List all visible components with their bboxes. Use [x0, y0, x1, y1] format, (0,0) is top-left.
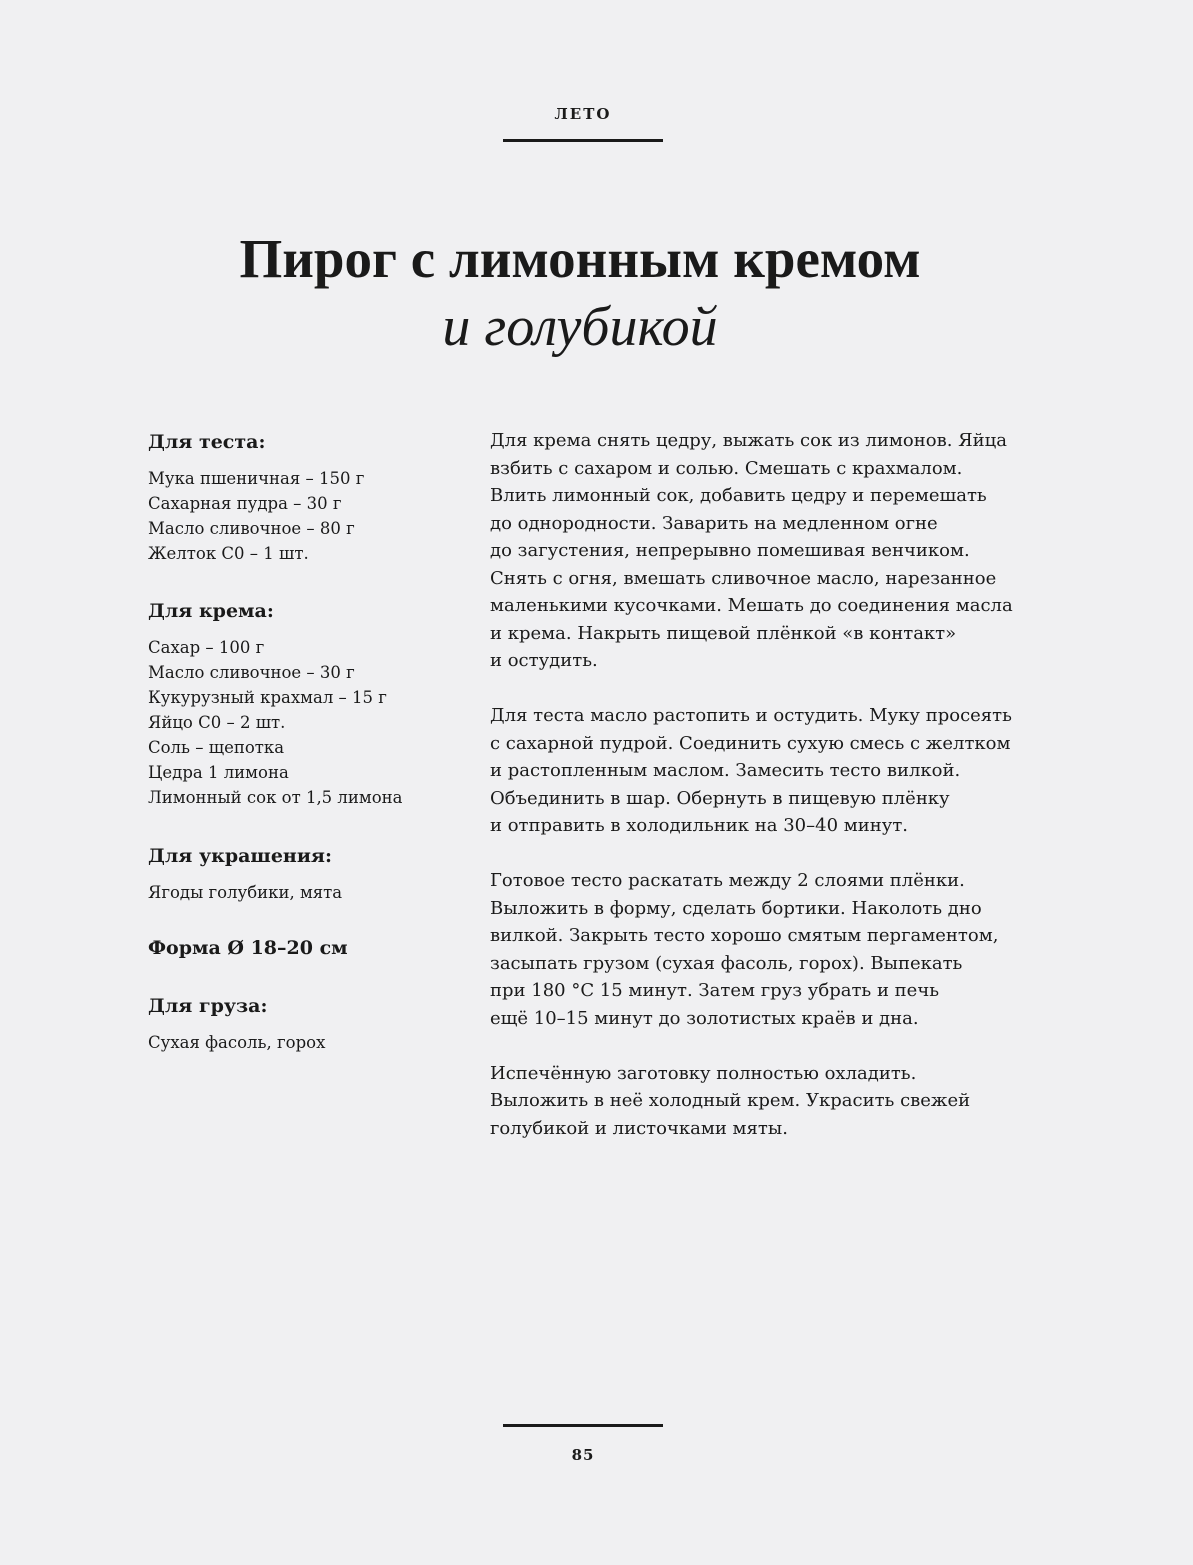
- text-line: и растопленным маслом. Замесить тесто вилкой.: [490, 760, 961, 781]
- text-line: Для теста масло растопить и остудить. Муку просеять: [490, 705, 1012, 726]
- ingredient-item: Соль – щепотка: [148, 738, 285, 757]
- text-line: до загустения, непрерывно помешивая венчиком.: [490, 540, 970, 561]
- text-line: ещё 10–15 минут до золотистых краёв и дна.: [490, 1007, 919, 1029]
- ingredient-item: Яйцо С0 – 2 шт.: [148, 713, 286, 732]
- ingredient-item: Сахарная пудра – 30 г: [148, 494, 342, 513]
- form-size: [148, 934, 348, 962]
- ingredient-item: Желток С0 – 1 шт.: [148, 544, 309, 563]
- group-heading: Для украшения:: [148, 845, 332, 867]
- bottom-divider: [503, 1424, 663, 1427]
- ingredient-item: Сухая фасоль, горох: [148, 1033, 326, 1052]
- top-divider: [503, 139, 663, 142]
- ingredient-list: [148, 1030, 325, 1055]
- text-line: взбить с сахаром и солью. Смешать с крахмалом.: [490, 457, 963, 479]
- group-heading: Для груза:: [148, 995, 268, 1017]
- text-line: Выложить в форму, сделать бортики. Наколоть дно: [490, 897, 982, 919]
- ingredient-group-decoration: [148, 842, 342, 905]
- instruction-paragraph: [490, 1060, 1030, 1143]
- ingredient-list: [148, 635, 403, 810]
- ingredient-item: Мука пшеничная – 150 г: [148, 469, 365, 488]
- group-heading: Для крема:: [148, 600, 274, 622]
- text-line: засыпать грузом (сухая фасоль, горох). Выпекать: [490, 952, 963, 974]
- recipe-subtitle: и голубикой: [442, 296, 718, 358]
- recipe-title: Пирог с лимонным кремом: [239, 228, 921, 289]
- text-line: Для крема снять цедру, выжать сок из лимонов. Яйца: [490, 430, 1007, 451]
- text-line: и остудить.: [490, 650, 598, 671]
- text-line: голубикой и листочками мяты.: [490, 1117, 788, 1139]
- text-line: и крема. Накрыть пищевой плёнкой «в контакт»: [490, 622, 957, 644]
- ingredient-item: Цедра 1 лимона: [148, 763, 289, 782]
- form-size-heading: Форма Ø 18–20 см: [148, 937, 348, 959]
- ingredient-group-dough: [148, 428, 364, 566]
- text-line: Снять с огня, вмешать сливочное масло, нарезанное: [490, 567, 997, 589]
- instruction-paragraph: [490, 702, 1030, 840]
- instruction-paragraph: [490, 867, 1030, 1032]
- text-line: при 180 °С 15 минут. Затем груз убрать и печь: [490, 980, 940, 1001]
- instructions-column: [490, 427, 1030, 1170]
- ingredient-list: [148, 466, 364, 566]
- ingredient-item: Масло сливочное – 30 г: [148, 663, 355, 682]
- group-heading: Для теста:: [148, 431, 266, 453]
- ingredient-item: Лимонный сок от 1,5 лимона: [148, 788, 403, 807]
- text-line: с сахарной пудрой. Соединить сухую смесь с желтком: [490, 732, 1011, 754]
- ingredient-item: Кукурузный крахмал – 15 г: [148, 688, 387, 707]
- text-line: Готовое тесто раскатать между 2 слоями плёнки.: [490, 870, 965, 891]
- ingredient-group-cream: [148, 597, 403, 810]
- ingredient-item: Масло сливочное – 80 г: [148, 519, 355, 538]
- ingredient-item: Ягоды голубики, мята: [148, 883, 343, 902]
- text-line: маленькими кусочками. Мешать до соединения масла: [490, 595, 1013, 616]
- text-line: Влить лимонный сок, добавить цедру и перемешать: [490, 485, 987, 506]
- section-label: ЛЕТО: [554, 105, 612, 123]
- text-line: вилкой. Закрыть тесто хорошо смятым пергаментом,: [490, 925, 999, 946]
- ingredient-list: [148, 880, 342, 905]
- text-line: Объединить в шар. Обернуть в пищевую плёнку: [490, 787, 950, 809]
- text-line: до однородности. Заварить на медленном огне: [490, 512, 938, 534]
- ingredient-item: Сахар – 100 г: [148, 638, 265, 657]
- page-number: 85: [571, 1446, 595, 1464]
- ingredient-group-weight: [148, 992, 325, 1055]
- text-line: Выложить в неё холодный крем. Украсить свежей: [490, 1090, 971, 1111]
- text-line: Испечённую заготовку полностью охладить.: [490, 1062, 917, 1084]
- instruction-paragraph: [490, 427, 1030, 675]
- text-line: и отправить в холодильник на 30–40 минут.: [490, 815, 909, 836]
